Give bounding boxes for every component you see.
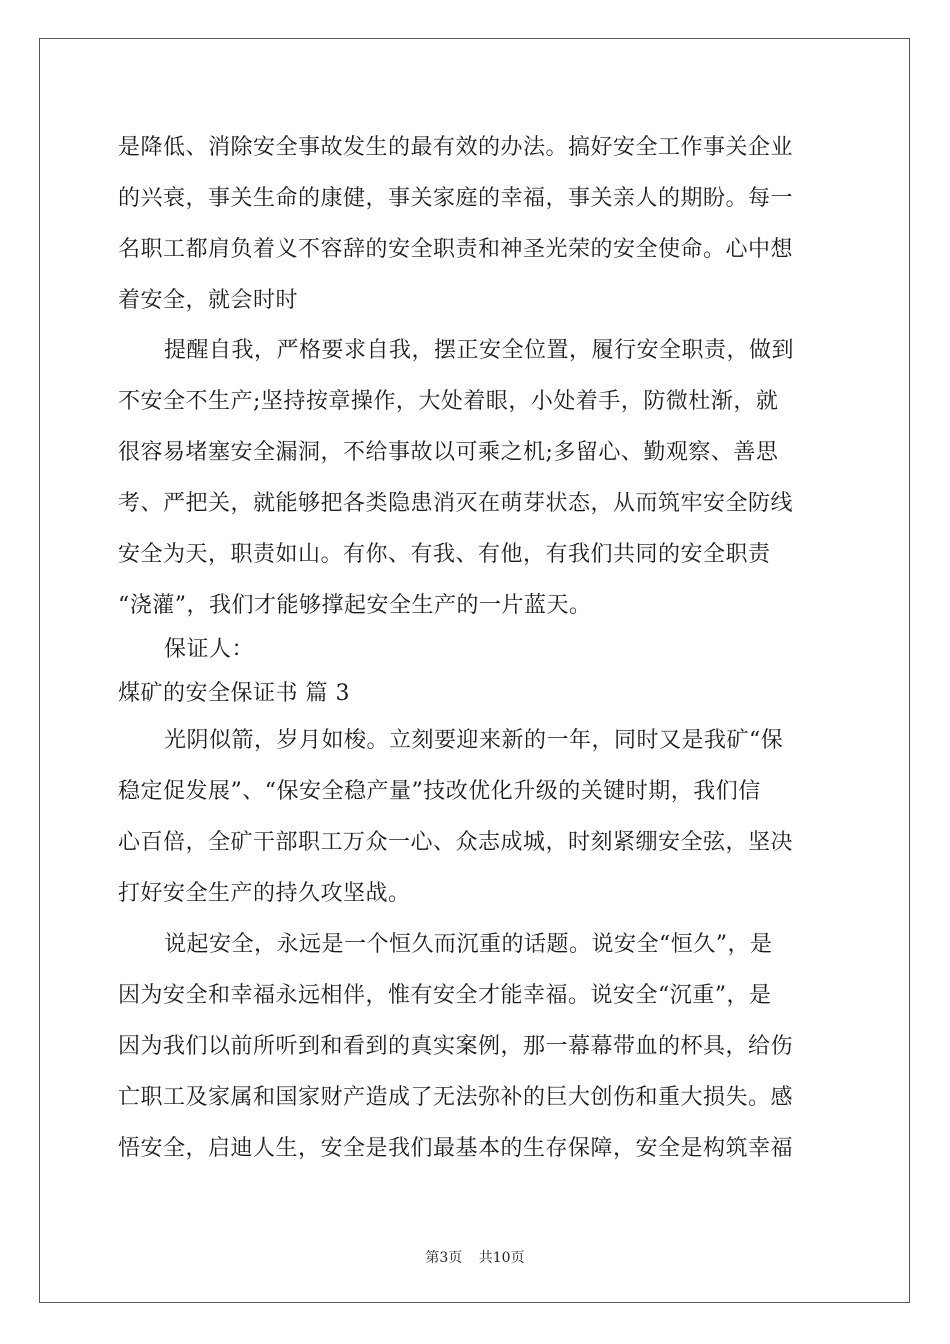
paragraph-line: 说起安全，永远是一个恒久而沉重的话题。说安全“恒久”，是 [164, 932, 773, 957]
paragraph-line: 稳定促发展”、“保安全稳产量”技改优化升级的关键时期，我们信 [118, 779, 761, 804]
paragraph-line: 名职工都肩负着义不容辞的安全职责和神圣光荣的安全使命。心中想 [118, 237, 794, 262]
paragraph-line: 很容易堵塞安全漏洞，不给事故以可乘之机;多留心、勤观察、善思 [118, 440, 779, 465]
paragraph-line: 打好安全生产的持久攻坚战。 [118, 881, 411, 906]
paragraph-line: 提醒自我，严格要求自我，摆正安全位置，履行安全职责，做到 [164, 338, 795, 363]
paragraph-line: 光阴似箭，岁月如梭。立刻要迎来新的一年，同时又是我矿“保 [164, 728, 784, 753]
paragraph-line: 悟安全，启迪人生，安全是我们最基本的生存保障，安全是构筑幸福 [118, 1136, 794, 1161]
paragraph-line: 的兴衰，事关生命的康健，事关家庭的幸福，事关亲人的期盼。每一 [118, 186, 794, 211]
paragraph-line: 考、严把关，就能够把各类隐患消灭在萌芽状态，从而筑牢安全防线 [118, 491, 794, 516]
paragraph-line: 因为我们以前所听到和看到的真实案例，那一幕幕带血的杯具，给伤 [118, 1034, 794, 1059]
section-heading: 煤矿的安全保证书 篇 3 [118, 681, 350, 706]
page-footer [0, 1247, 950, 1267]
paragraph-line: 是降低、消除安全事故发生的最有效的办法。搞好安全工作事关企业 [118, 135, 794, 160]
guarantor-label: 保证人： [164, 637, 255, 662]
paragraph-line: 安全为天，职责如山。有你、有我、有他，有我们共同的安全职责 [118, 542, 771, 567]
paragraph-line: 亡职工及家属和国家财产造成了无法弥补的巨大创伤和重大损失。感 [118, 1085, 794, 1110]
page-total: 共10页 [478, 1250, 525, 1266]
page-number: 第3页 [425, 1250, 463, 1266]
paragraph-line: “浇灌”，我们才能够撑起安全生产的一片蓝天。 [118, 593, 592, 618]
paragraph-line: 因为安全和幸福永远相伴，惟有安全才能幸福。说安全“沉重”，是 [118, 983, 772, 1008]
paragraph-line: 着安全，就会时时 [118, 288, 299, 313]
paragraph-line: 心百倍，全矿干部职工万众一心、众志成城，时刻紧绷安全弦，坚决 [118, 830, 794, 855]
paragraph-line: 不安全不生产;坚持按章操作，大处着眼，小处着手，防微杜渐，就 [118, 389, 779, 414]
